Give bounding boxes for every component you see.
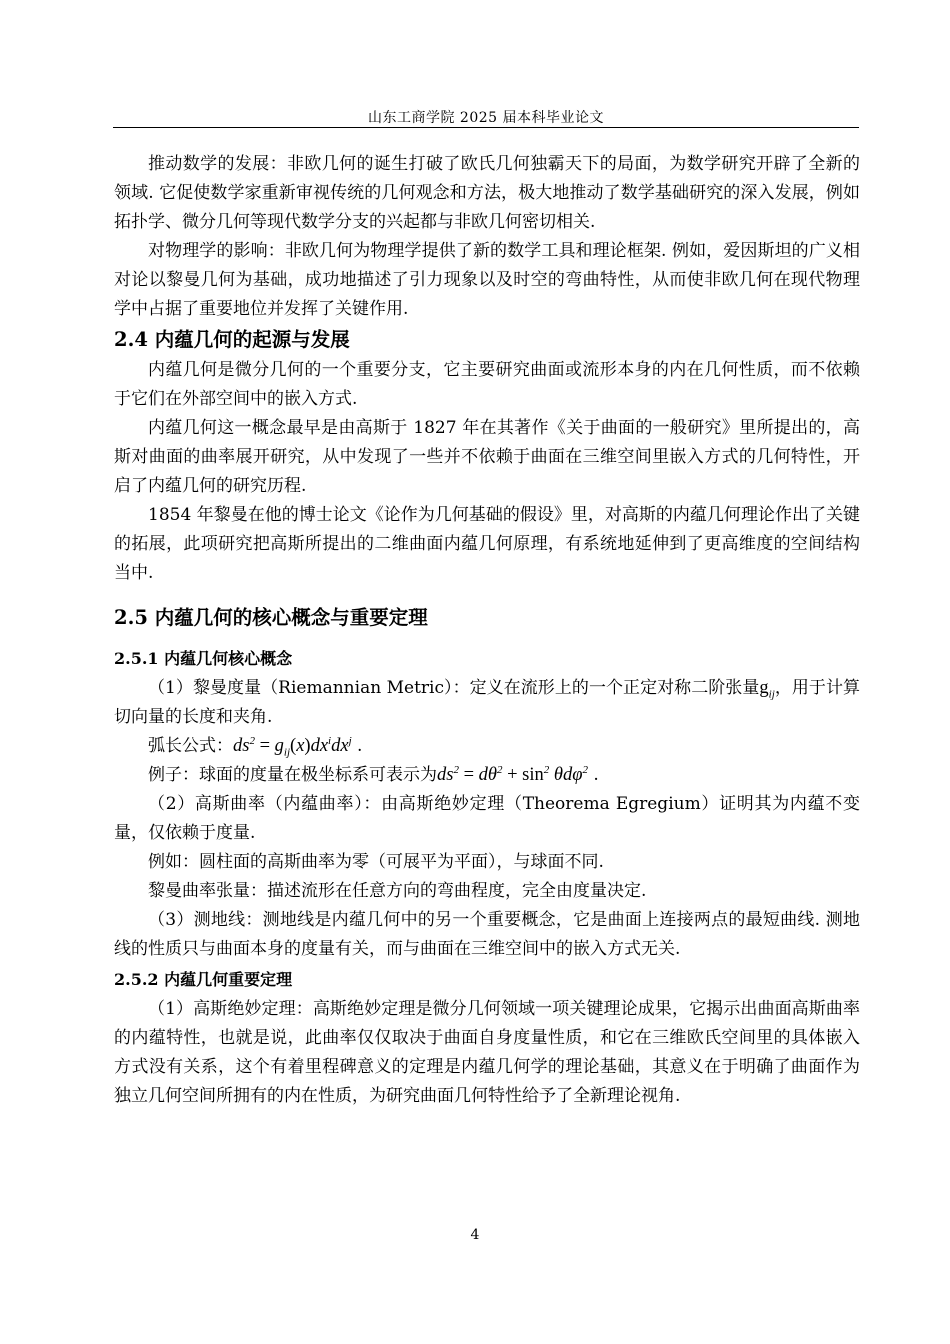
paragraph-cylinder-example: 例如：圆柱面的高斯曲率为零（可展平为平面），与球面不同. [148, 852, 604, 872]
section-heading-2-5: 2.5 内蕴几何的核心概念与重要定理 [114, 606, 428, 629]
paragraph-gauss-origin: 内蕴几何这一概念最早是由高斯于 1827 年在其著作《关于曲面的一般研究》里所提出的，高斯对曲面的曲率展开研究，从中发现了一些并不依赖于曲面在三维空间里嵌入方式的几何特性，开启了内蕴几何的研究历程. [114, 418, 860, 496]
paragraph-geodesic: （3）测地线：测地线是内蕴几何中的另一个重要概念，它是曲面上连接两点的最短曲线. 测地线的性质只与曲面本身的度量有关，而与曲面在三维空间中的嵌入方式无关. [114, 910, 860, 959]
paragraph-physics-impact: 对物理学的影响：非欧几何为物理学提供了新的数学工具和理论框架. 例如，爱因斯坦的广义相对论以黎曼几何为基础，成功地描述了引力现象以及时空的弯曲特性，从而使非欧几何在现代物理学中占据了重要地位并发挥了关键作用. [114, 241, 860, 319]
page-number: 4 [470, 1227, 480, 1243]
paragraph-riemannian-metric [114, 674, 860, 732]
sphere-metric-formula: $ds^2 = d\theta^2 + \sin^2 \theta d\varphi^2$ [437, 763, 588, 785]
paragraph-riemann-extension: 1854 年黎曼在他的博士论文《论作为几何基础的假设》里，对高斯的内蕴几何理论作出了关键的拓展，此项研究把高斯所提出的二维曲面内蕴几何原理，有系统地延伸到了更高维度的空间结构当中. [114, 505, 860, 583]
running-header: 山东工商学院 2025 届本科毕业论文 [367, 110, 605, 126]
paragraph-gaussian-curvature: （2）高斯曲率（内蕴曲率）：由高斯绝妙定理（Theorema Egregium）证明其为内蕴不变量，仅依赖于度量. [114, 794, 860, 843]
arc-length-formula-line: 弧长公式：$ds^2 = g_{ij}(x)dx^idx^j$ . [148, 734, 363, 759]
arc-length-formula: $ds^2 = g_{ij}(x)dx^idx^j$ [233, 734, 352, 759]
header-divider [113, 127, 859, 128]
paragraph-intrinsic-definition: 内蕴几何是微分几何的一个重要分支，它主要研究曲面或流形本身的内在几何性质，而不依赖于它们在外部空间中的嵌入方式. [114, 360, 860, 409]
sphere-example-line: 例子：球面的度量在极坐标系可表示为$ds^2 = d\theta^2 + \sin^2 \theta d\varphi^2$ . [148, 763, 599, 785]
page-body [114, 150, 860, 1111]
metric-text: （1）黎曼度量（Riemannian Metric）：定义在流形上的一个正定对称二阶张量 [148, 678, 760, 698]
subsection-heading-2-5-1: 2.5.1 内蕴几何核心概念 [114, 649, 293, 668]
subsection-heading-2-5-2: 2.5.2 内蕴几何重要定理 [114, 970, 293, 989]
arc-length-label: 弧长公式： [148, 736, 233, 756]
metric-tensor-symbol: $g_{ij}$ [759, 678, 775, 701]
paragraph-riemann-curvature: 黎曼曲率张量：描述流形在任意方向的弯曲程度，完全由度量决定. [148, 881, 647, 901]
metric-text-tail: ，用于计算切向量的长度和夹角. [114, 678, 861, 727]
paragraph-theorema-egregium: （1）高斯绝妙定理：高斯绝妙定理是微分几何领域一项关键理论成果，它揭示出曲面高斯曲率的内蕴特性，也就是说，此曲率仅仅取决于曲面自身度量性质，和它在三维欧氏空间里的具体嵌入方式没有关系，这个有着里程碑意义的定理是内蕴几何学的理论基础，其意义在于明确了曲面作为独立几何空间所拥有的内在性质，为研究曲面几何特性给予了全新理论视角. [114, 999, 860, 1106]
paragraph-math-development: 推动数学的发展：非欧几何的诞生打破了欧氏几何独霸天下的局面，为数学研究开辟了全新的领域. 它促使数学家重新审视传统的几何观念和方法，极大地推动了数学基础研究的深入发展，例如拓扑学、微分几何等现代数学分支的兴起都与非欧几何密切相关. [114, 154, 860, 232]
sphere-example-label: 例子：球面的度量在极坐标系可表示为 [148, 765, 437, 785]
section-heading-2-4: 2.4 内蕴几何的起源与发展 [114, 328, 350, 351]
